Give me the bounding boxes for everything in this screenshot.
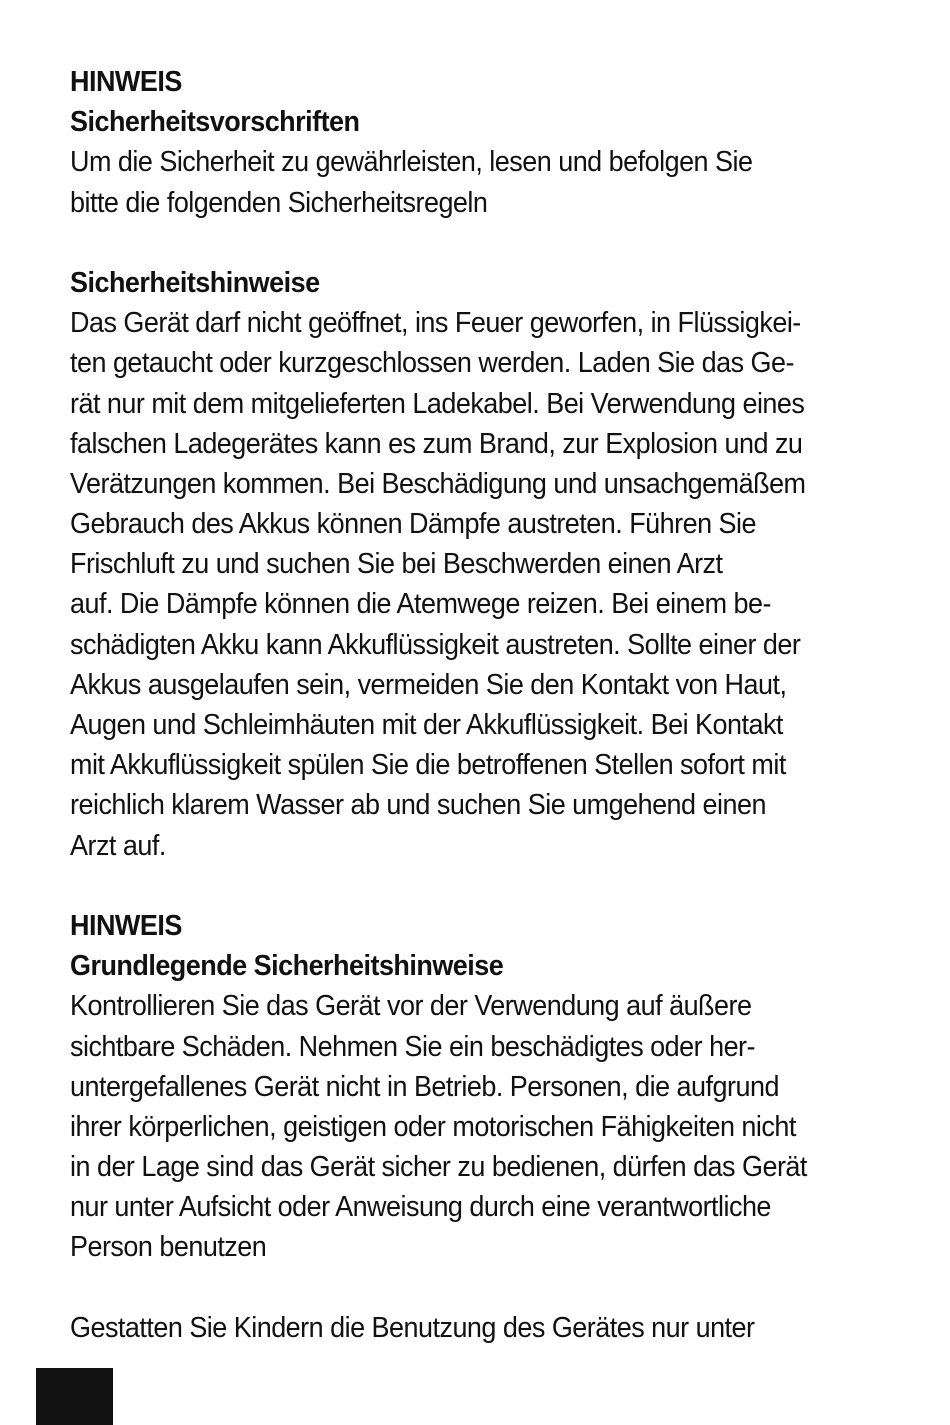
paragraph-gap bbox=[70, 223, 870, 263]
notice-label: HINWEIS bbox=[70, 909, 182, 942]
page-marker-block bbox=[36, 1368, 113, 1425]
paragraph-line: Um die Sicherheit zu gewährleisten, lesen und befolgen Sie bbox=[70, 146, 753, 179]
paragraph-line: falschen Ladegerätes kann es zum Brand, zur Explosion und zu bbox=[70, 427, 803, 460]
paragraph-line: sichtbare Schäden. Nehmen Sie ein beschädigtes oder her- bbox=[70, 1030, 756, 1063]
paragraph-gap bbox=[70, 1268, 870, 1308]
document-page bbox=[70, 62, 870, 1348]
paragraph-line: mit Akkuflüssigkeit spülen Sie die betroffenen Stellen sofort mit bbox=[70, 749, 786, 782]
paragraph-line: Frischluft zu und suchen Sie bei Beschwerden einen Arzt bbox=[70, 548, 723, 581]
paragraph-line: Kontrollieren Sie das Gerät vor der Verwendung auf äußere bbox=[70, 990, 752, 1023]
section-heading: Sicherheitshinweise bbox=[70, 266, 320, 299]
paragraph-line: Augen und Schleimhäuten mit der Akkuflüssigkeit. Bei Kontakt bbox=[70, 709, 783, 741]
paragraph-line: Akkus ausgelaufen sein, vermeiden Sie den Kontakt von Haut, bbox=[70, 668, 787, 701]
paragraph-line: Verätzungen kommen. Bei Beschädigung und unsachgemäßem bbox=[70, 467, 806, 500]
paragraph-line: in der Lage sind das Gerät sicher zu bedienen, dürfen das Gerät bbox=[70, 1151, 807, 1184]
paragraph-line: bitte die folgenden Sicherheitsregeln bbox=[70, 186, 488, 219]
paragraph-line: ten getaucht oder kurzgeschlossen werden. Laden Sie das Ge- bbox=[70, 347, 794, 380]
paragraph-line: Person benutzen bbox=[70, 1231, 267, 1264]
notice-label: HINWEIS bbox=[70, 66, 182, 98]
paragraph-line: nur unter Aufsicht oder Anweisung durch eine verantwortliche bbox=[70, 1191, 771, 1224]
paragraph-line: ihrer körperlichen, geistigen oder motorischen Fähigkeiten nicht bbox=[70, 1110, 796, 1143]
paragraph-line: Gestatten Sie Kindern die Benutzung des Gerätes nur unter bbox=[70, 1311, 755, 1344]
paragraph-line: reichlich klarem Wasser ab und suchen Sie umgehend einen bbox=[70, 789, 766, 822]
paragraph-line: Das Gerät darf nicht geöffnet, ins Feuer geworfen, in Flüssigkei- bbox=[70, 307, 801, 340]
paragraph-line: Gebrauch des Akkus können Dämpfe austreten. Führen Sie bbox=[70, 508, 757, 541]
paragraph-line: schädigten Akku kann Akkuflüssigkeit austreten. Sollte einer der bbox=[70, 628, 801, 661]
paragraph-line: Arzt auf. bbox=[70, 829, 166, 862]
section-heading: Sicherheitsvorschriften bbox=[70, 106, 360, 139]
paragraph-gap bbox=[70, 866, 870, 906]
paragraph-line: auf. Die Dämpfe können die Atemwege reizen. Bei einem be- bbox=[70, 588, 771, 621]
section-heading: Grundlegende Sicherheitshinweise bbox=[70, 950, 504, 983]
paragraph-line: rät nur mit dem mitgelieferten Ladekabel. Bei Verwendung eines bbox=[70, 387, 805, 420]
paragraph-line: untergefallenes Gerät nicht in Betrieb. Personen, die aufgrund bbox=[70, 1070, 779, 1103]
